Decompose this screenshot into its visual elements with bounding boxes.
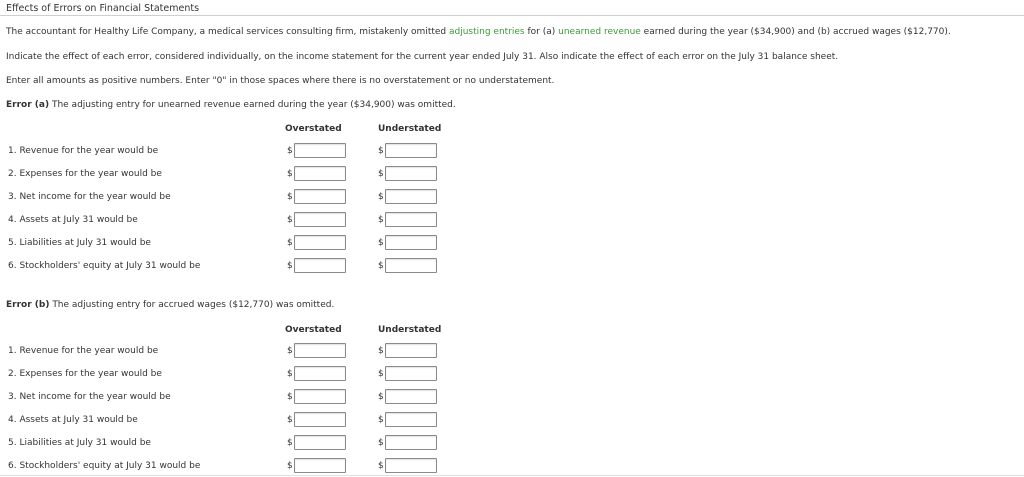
error-b-overstated-dollar-sign-5: $ bbox=[287, 438, 293, 448]
error-a-understated-input-2[interactable] bbox=[385, 166, 437, 181]
error-a-row-label-5: 5. Liabilities at July 31 would be bbox=[8, 238, 151, 248]
error-a-understated-input-6[interactable] bbox=[385, 258, 437, 273]
error-a-understated-dollar-sign-4: $ bbox=[378, 215, 384, 225]
error-b-overstated-input-4[interactable] bbox=[294, 412, 346, 427]
error-a-understated-dollar-sign-6: $ bbox=[378, 261, 384, 271]
error-a-overstated-dollar-sign-5: $ bbox=[287, 238, 293, 248]
page-title: Effects of Errors on Financial Statements bbox=[6, 3, 200, 14]
error-b-overstated-input-6[interactable] bbox=[294, 458, 346, 473]
intro-text-c: earned during the year ($34,900) and (b) accrued wages ($12,770). bbox=[640, 27, 951, 37]
error-b-overstated-dollar-sign-6: $ bbox=[287, 461, 293, 471]
intro-paragraph-2: Indicate the effect of each error, considered individually, on the income statement for the current year ended July 31. Also indicate the effect of each error on the July 31 balance sheet. bbox=[6, 52, 839, 62]
error-a-overstated-input-3[interactable] bbox=[294, 189, 346, 204]
error-a-row-label-2: 2. Expenses for the year would be bbox=[8, 169, 162, 179]
error-b-understated-dollar-sign-3: $ bbox=[378, 392, 384, 402]
error-b-understated-input-6[interactable] bbox=[385, 458, 437, 473]
error-b-row-label-2: 2. Expenses for the year would be bbox=[8, 369, 162, 379]
error-b-label: Error (b) bbox=[6, 300, 50, 310]
error-a-understated-input-3[interactable] bbox=[385, 189, 437, 204]
error-a-overstated-input-4[interactable] bbox=[294, 212, 346, 227]
intro-paragraph-1 bbox=[6, 27, 951, 37]
error-a-understated-dollar-sign-3: $ bbox=[378, 192, 384, 202]
error-a-understated-dollar-sign-5: $ bbox=[378, 238, 384, 248]
error-a-overstated-input-5[interactable] bbox=[294, 235, 346, 250]
error-a-understated-dollar-sign-2: $ bbox=[378, 169, 384, 179]
error-a-row-label-6: 6. Stockholders' equity at July 31 would be bbox=[8, 261, 201, 271]
error-b-title bbox=[6, 300, 334, 310]
error-a-text: The adjusting entry for unearned revenue earned during the year ($34,900) was omitted. bbox=[49, 100, 456, 110]
error-b-row-label-1: 1. Revenue for the year would be bbox=[8, 346, 159, 356]
error-a-overstated-header: Overstated bbox=[285, 124, 342, 134]
error-b-overstated-input-1[interactable] bbox=[294, 343, 346, 358]
error-b-row-label-6: 6. Stockholders' equity at July 31 would be bbox=[8, 461, 201, 471]
error-a-title bbox=[6, 100, 456, 110]
error-b-overstated-input-2[interactable] bbox=[294, 366, 346, 381]
title-divider bbox=[0, 15, 1024, 16]
intro-text-b: for (a) bbox=[524, 27, 559, 37]
error-a-row-label-1: 1. Revenue for the year would be bbox=[8, 146, 159, 156]
error-b-overstated-dollar-sign-4: $ bbox=[287, 415, 293, 425]
error-a-understated-input-5[interactable] bbox=[385, 235, 437, 250]
error-b-understated-header: Understated bbox=[378, 325, 442, 335]
intro-paragraph-3: Enter all amounts as positive numbers. Enter "0" in those spaces where there is no overstatement or no understatement. bbox=[6, 76, 555, 86]
error-b-overstated-dollar-sign-2: $ bbox=[287, 369, 293, 379]
error-a-overstated-dollar-sign-2: $ bbox=[287, 169, 293, 179]
error-b-understated-dollar-sign-2: $ bbox=[378, 369, 384, 379]
error-a-understated-dollar-sign-1: $ bbox=[378, 146, 384, 156]
intro-text-a: The accountant for Healthy Life Company, a medical services consulting firm, mistakenly omitted bbox=[6, 27, 449, 37]
error-a-overstated-input-2[interactable] bbox=[294, 166, 346, 181]
error-b-overstated-input-3[interactable] bbox=[294, 389, 346, 404]
error-a-overstated-input-6[interactable] bbox=[294, 258, 346, 273]
error-a-overstated-dollar-sign-1: $ bbox=[287, 146, 293, 156]
error-b-understated-input-2[interactable] bbox=[385, 366, 437, 381]
error-b-overstated-dollar-sign-3: $ bbox=[287, 392, 293, 402]
adjusting-entries-link[interactable]: adjusting entries bbox=[449, 27, 525, 37]
error-b-understated-input-4[interactable] bbox=[385, 412, 437, 427]
error-a-overstated-dollar-sign-6: $ bbox=[287, 261, 293, 271]
error-b-row-label-5: 5. Liabilities at July 31 would be bbox=[8, 438, 151, 448]
error-b-understated-dollar-sign-5: $ bbox=[378, 438, 384, 448]
error-b-understated-dollar-sign-4: $ bbox=[378, 415, 384, 425]
error-a-overstated-input-1[interactable] bbox=[294, 143, 346, 158]
error-b-overstated-input-5[interactable] bbox=[294, 435, 346, 450]
error-b-understated-input-3[interactable] bbox=[385, 389, 437, 404]
bottom-divider bbox=[0, 475, 1024, 476]
error-a-understated-input-4[interactable] bbox=[385, 212, 437, 227]
error-b-understated-dollar-sign-1: $ bbox=[378, 346, 384, 356]
error-a-row-label-3: 3. Net income for the year would be bbox=[8, 192, 171, 202]
error-a-understated-input-1[interactable] bbox=[385, 143, 437, 158]
unearned-revenue-link[interactable]: unearned revenue bbox=[558, 27, 641, 37]
error-b-understated-dollar-sign-6: $ bbox=[378, 461, 384, 471]
error-a-understated-header: Understated bbox=[378, 124, 442, 134]
error-b-understated-input-5[interactable] bbox=[385, 435, 437, 450]
error-b-row-label-4: 4. Assets at July 31 would be bbox=[8, 415, 138, 425]
error-b-text: The adjusting entry for accrued wages ($12,770) was omitted. bbox=[49, 300, 335, 310]
error-b-understated-input-1[interactable] bbox=[385, 343, 437, 358]
error-a-overstated-dollar-sign-4: $ bbox=[287, 215, 293, 225]
error-b-overstated-header: Overstated bbox=[285, 325, 342, 335]
error-a-overstated-dollar-sign-3: $ bbox=[287, 192, 293, 202]
error-b-overstated-dollar-sign-1: $ bbox=[287, 346, 293, 356]
error-a-row-label-4: 4. Assets at July 31 would be bbox=[8, 215, 138, 225]
error-a-label: Error (a) bbox=[6, 100, 50, 110]
error-b-row-label-3: 3. Net income for the year would be bbox=[8, 392, 171, 402]
